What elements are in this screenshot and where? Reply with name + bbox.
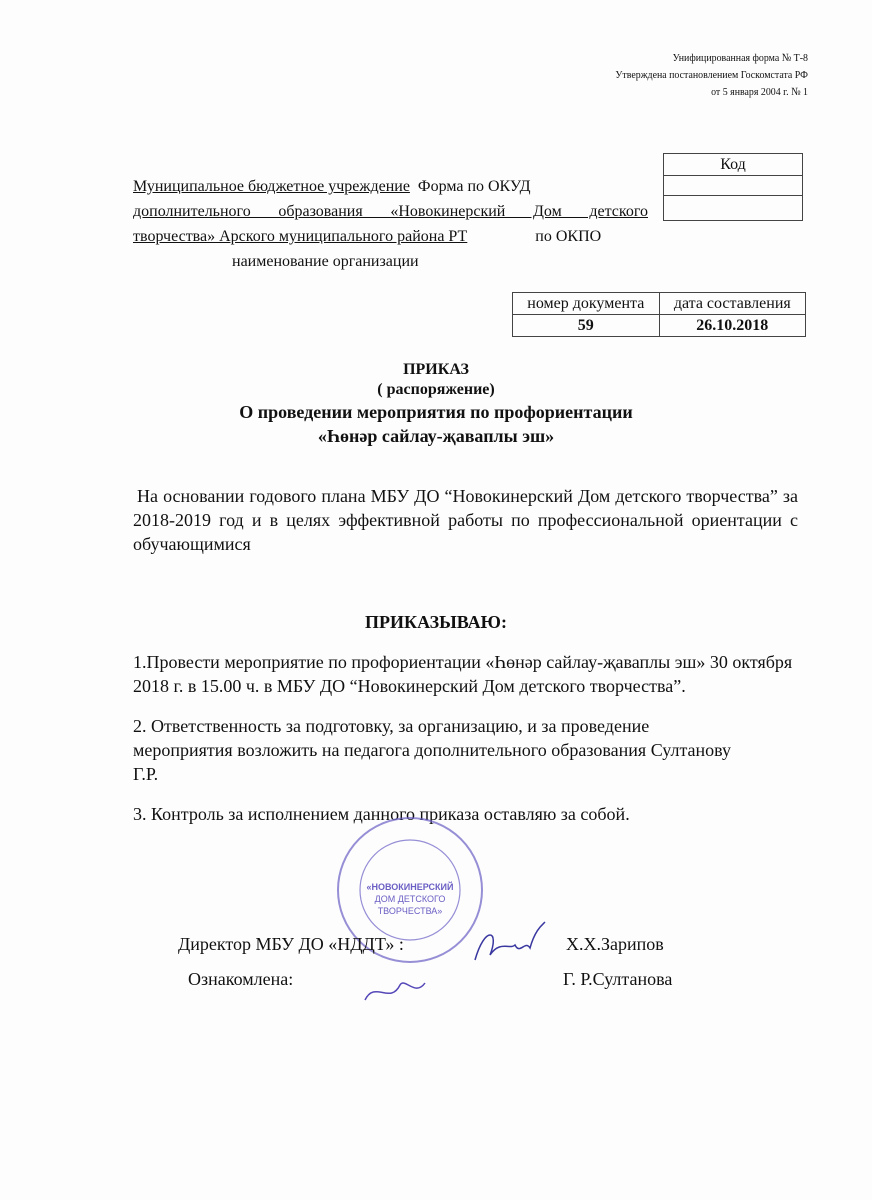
form-header: [615, 50, 808, 101]
item-3: 3. Контроль за исполнением данного приказа оставляю за собой.: [133, 804, 630, 824]
document-table: [512, 292, 806, 337]
title-line: «Һөнәр сайлау-җаваплы эш»: [317, 426, 555, 446]
org-name: дополнительного образования «Новокинерский Дом детского: [133, 203, 648, 220]
org-name: творчества» Арского муниципального района РТ: [133, 228, 468, 245]
acknowledged-name: Г. Р.Султанова: [563, 969, 673, 989]
preamble: На основании годового плана МБУ ДО “Новокинерский Дом детского творчества” за 2018-2019 год и в целях эффективной работы по профессиональной ориентации с обучающимися: [133, 486, 798, 554]
svg-text:ТВОРЧЕСТВА»: ТВОРЧЕСТВА»: [377, 906, 443, 916]
okud-code-cell: [664, 176, 803, 196]
okpo-code-cell: [664, 196, 803, 221]
code-table: [663, 153, 803, 221]
code-header: Код: [664, 154, 803, 176]
doc-number: 59: [513, 315, 660, 337]
svg-text:ДОМ ДЕТСКОГО: ДОМ ДЕТСКОГО: [374, 894, 446, 904]
doc-date-header: дата составления: [659, 293, 805, 315]
acknowledged-label: Ознакомлена:: [188, 969, 294, 989]
form-header-line: от 5 января 2004 г. № 1: [711, 86, 808, 98]
doc-number-header: номер документа: [513, 293, 660, 315]
title-line: ПРИКАЗ: [403, 361, 469, 378]
title-line: ( распоряжение): [377, 381, 495, 398]
okpo-label: по ОКПО: [535, 228, 602, 245]
director-name: Х.Х.Зарипов: [566, 934, 664, 954]
acknowledgement-signature: [360, 975, 430, 1005]
okud-label: Форма по ОКУД: [417, 178, 531, 195]
title-line: О проведении мероприятия по профориентации: [239, 402, 633, 422]
order-word: ПРИКАЗЫВАЮ:: [365, 612, 507, 632]
svg-text:«НОВОКИНЕРСКИЙ: «НОВОКИНЕРСКИЙ: [366, 882, 454, 892]
item-1: 1.Провести мероприятие по профориентации «Һөнәр сайлау-җаваплы эш» 30 октября 2018 г. в 15.00 ч. в МБУ ДО “Новокинерский Дом детского творчества”.: [133, 652, 793, 696]
doc-date: 26.10.2018: [659, 315, 805, 337]
org-name: Муниципальное бюджетное учреждение: [133, 178, 410, 195]
form-header-line: Утверждена постановлением Госкомстата РФ: [615, 69, 808, 81]
org-caption: наименование организации: [232, 253, 419, 270]
order-title: [0, 360, 872, 448]
form-header-line: Унифицированная форма № Т-8: [672, 52, 808, 64]
director-signature: [470, 920, 550, 970]
item-2: 2. Ответственность за подготовку, за организацию, и за проведение мероприятия возложить на педагога дополнительного образования Султанову Г.Р.: [133, 716, 732, 784]
director-label: Директор МБУ ДО «НДДТ» :: [178, 934, 404, 954]
organization-block: [133, 174, 648, 274]
